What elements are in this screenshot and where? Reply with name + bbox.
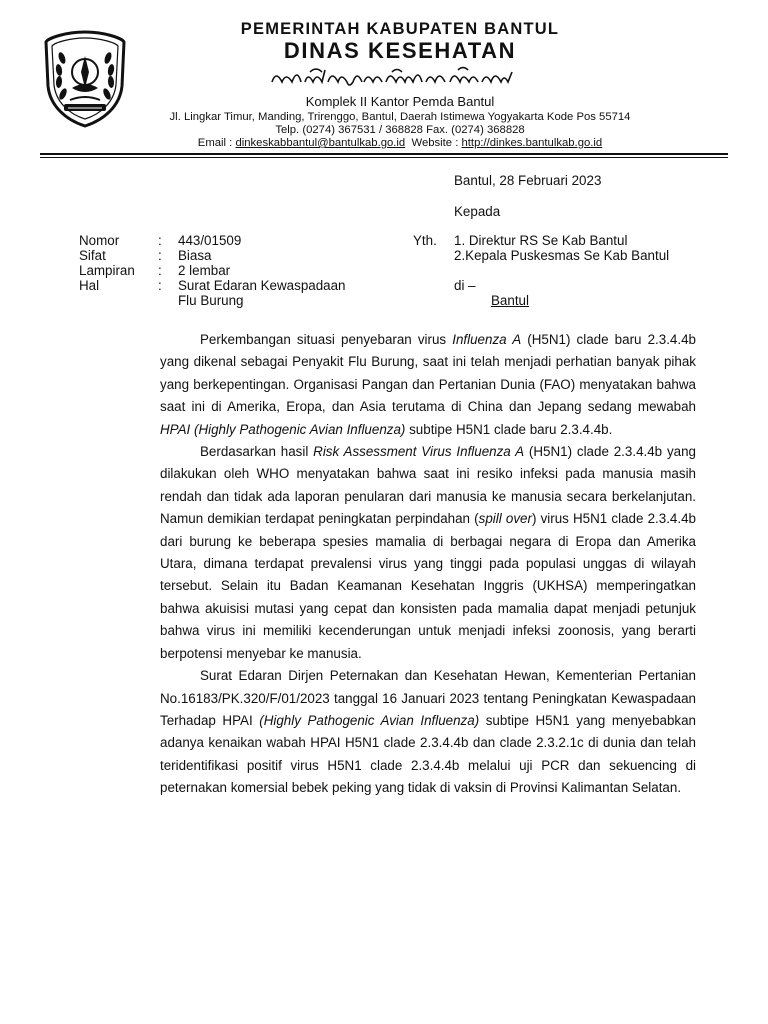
office-complex: Komplek II Kantor Pemda Bantul [305,94,495,109]
header-divider-thin [40,157,728,158]
meta-label-nomor: Nomor [79,233,120,248]
meta-sep: : [158,263,162,278]
email-label: Email : [197,137,236,149]
department-name: DINAS KESEHATAN [283,38,517,63]
meta-label-hal: Hal [79,278,100,293]
phone-fax: Telp. (0274) 367531 / 368828 Fax. (0274) 368828 [275,124,525,136]
contact-line [110,137,690,149]
javanese-script-line [140,64,660,90]
government-name: PEMERINTAH KABUPATEN BANTUL [240,20,560,38]
meta-sep: : [158,278,162,293]
meta-value-nomor: 443/01509 [178,233,242,248]
paragraph-3: Surat Edaran Dirjen Peternakan dan Kesehatan Hewan, Kementerian Pertanian No.16183/PK.320/F/01/2023 tanggal 16 Januari 2023 tentang Peningkatan Kewaspadaan Terhadap HPAI (Highly Pathogenic Avian Influenza) subtipe H5N1 yang menyebabkan adanya kenaikan wabah HPAI H5N1 clade 2.3.4.4b dan clade 2.3.2.1c di dunia dan telah teridentifikasi positif virus H5N1 clade 2.3.4.4b melalui uji PCR dan sekuencing di peternakan komersial bebek peking yang tidak di vaksin di Provinsi Kalimantan Selatan. [160,668,696,796]
website-label: Website : [411,137,462,149]
meta-label-sifat: Sifat [79,248,106,263]
kepada-label: Kepada [454,204,501,219]
meta-value-hal: Surat Edaran Kewaspadaan [178,278,346,293]
di-label: di – [454,278,476,293]
letter-body [160,329,696,800]
recipient-2: 2.Kepala Puskesmas Se Kab Bantul [454,248,670,263]
destination-city: Bantul [491,293,529,308]
yth-label: Yth. [413,233,437,248]
meta-sep: : [158,248,162,263]
recipient-1: 1. Direktur RS Se Kab Bantul [454,233,628,248]
place-date: Bantul, 28 Februari 2023 [454,173,602,188]
street-address: Jl. Lingkar Timur, Manding, Trirenggo, Bantul, Daerah Istimewa Yogyakarta Kode Pos 55714 [169,111,631,123]
website-link[interactable]: http://dinkes.bantulkab.go.id [461,137,603,149]
header-divider-thick [40,153,728,155]
meta-value-lampiran: 2 lembar [178,263,231,278]
paragraph-1: Perkembangan situasi penyebaran virus Influenza A (H5N1) clade baru 2.3.4.4b yang dikenal sebagai Penyakit Flu Burung, saat ini telah menjadi perhatian banyak pihak yang berkepentingan. Organisasi Pangan dan Pertanian Dunia (FAO) menyatakan bahwa saat ini di Amerika, Eropa, dan Asia terutama di China dan Jepang sedang mewabah HPAI (Highly Pathogenic Avian Influenza) subtipe H5N1 clade baru 2.3.4.4b. [160,332,696,437]
meta-sep: : [158,233,162,248]
meta-value-sifat: Biasa [178,248,212,263]
email-link[interactable]: dinkeskabbantul@bantulkab.go.id [235,137,406,149]
paragraph-2: Berdasarkan hasil Risk Assessment Virus Influenza A (H5N1) clade 2.3.4.4b yang dilakukan oleh WHO menyatakan bahwa saat ini resiko infeksi pada manusia masih rendah dan tidak ada laporan penularan dari manusia ke manusia secara berkelanjutan. Namun demikian terdapat peningkatan perpindahan (spill over) virus H5N1 clade 2.3.4.4b dari burung ke beberapa spesies mamalia di berbagai negara di Eropa dan Amerika Utara, dimana terdapat prevalensi virus yang tinggi pada populasi unggas di wilayah tersebut. Selain itu Badan Keamanan Kesehatan Inggris (UKHSA) memperingatkan bahwa akuisisi mutasi yang cepat dan konsisten pada mamalia dapat menjadi petunjuk bahwa virus ini memiliki kecenderungan untuk menjadi infeksi zoonosis, yang berarti berpotensi menyebar ke manusia. [160,444,697,661]
meta-value-hal-cont: Flu Burung [178,293,244,308]
meta-label-lampiran: Lampiran [79,263,135,278]
